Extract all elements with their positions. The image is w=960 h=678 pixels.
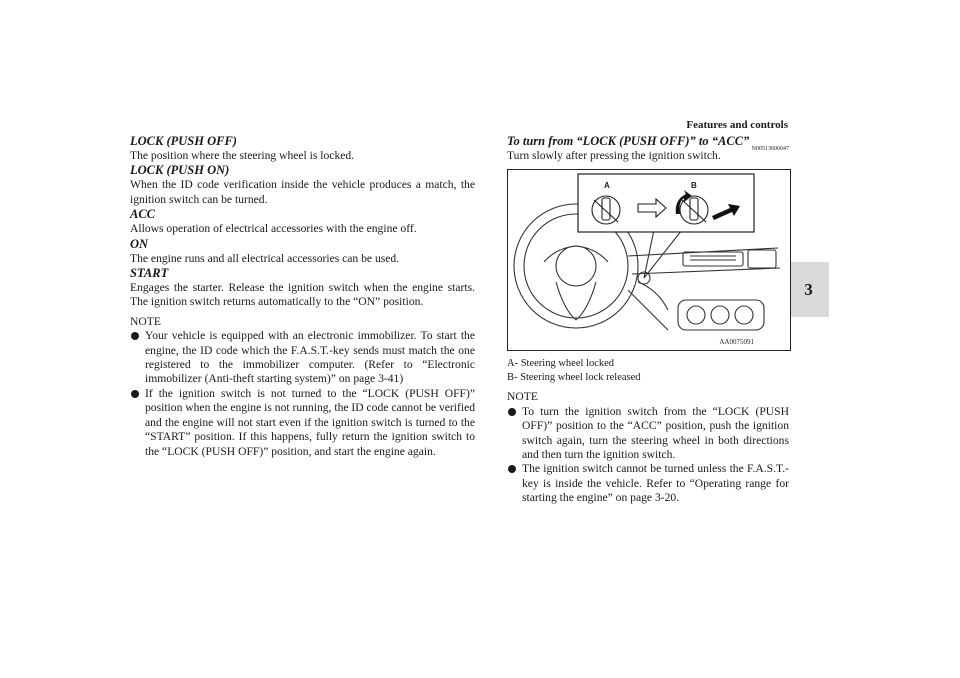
section-title: To turn from “LOCK (PUSH OFF)” to “ACC”: [507, 134, 750, 148]
term-acc: [130, 207, 475, 236]
ignition-illustration: [507, 169, 791, 351]
term-description: The position where the steering wheel is locked.: [130, 149, 355, 162]
note-item: [130, 329, 475, 387]
bullet-icon: [131, 390, 139, 398]
page-header-title: Features and controls: [686, 119, 788, 131]
term-on: [130, 237, 475, 266]
note-text: If the ignition switch is not turned to the “LOCK (PUSH OFF)” position when the engine is not running, the ID code cannot be verified and the engine will not start even if the ignition switch is turned to the “START” position. If this happens, fully return the ignition switch to the “LOCK (PUSH OFF)” position, and start the engine again.: [145, 386, 476, 458]
note-list: [507, 405, 789, 506]
term-lock-push-on: [130, 163, 475, 207]
note-list: [130, 329, 475, 459]
figure-code: AA0075091: [719, 338, 754, 347]
note-text: To turn the ignition switch from the “LOCK (PUSH OFF)” position to the “ACC” position, push the ignition switch again, turn the steering wheel in both directions and then turn the ignition switch.: [522, 404, 789, 462]
term-lock-push-off: [130, 134, 475, 163]
legend-text: Steering wheel locked: [520, 358, 615, 370]
section-intro: Turn slowly after pressing the ignition switch.: [507, 149, 721, 162]
term-heading: LOCK (PUSH ON): [130, 163, 230, 178]
label-b: B: [691, 181, 697, 191]
bullet-icon: [131, 332, 139, 340]
legend-item-a: [507, 357, 789, 371]
note-text: Your vehicle is equipped with an electronic immobilizer. To start the engine, the ID code which the F.A.S.T.-key sends must match the one registered to the immobilizer computer. (Refer to “Electronic immobilizer (Anti-theft starting system)” on page 3-41): [145, 329, 475, 386]
note-text: The ignition switch cannot be turned unless the F.A.S.T.-key is inside the vehicle. Refer to “Operating range for starting the engine” on page 3-20.: [522, 462, 789, 505]
label-a: A: [604, 181, 610, 191]
bullet-icon: [508, 408, 516, 416]
term-heading: ACC: [130, 207, 156, 222]
note-item: [130, 387, 475, 459]
term-description: Allows operation of electrical accessories with the engine off.: [130, 222, 417, 236]
figure-legend: [507, 357, 789, 385]
term-description: When the ID code verification inside the vehicle produces a match, the ignition switch can be turned.: [130, 178, 475, 206]
term-description: The engine runs and all electrical accessories can be used.: [130, 251, 400, 265]
right-column: [507, 134, 789, 506]
chapter-tab: 3: [788, 262, 829, 317]
section-heading: [507, 134, 789, 152]
note-item: [507, 405, 789, 463]
term-heading: START: [130, 266, 169, 281]
section-code: N00513600047: [751, 146, 789, 152]
term-description: Engages the starter. Release the ignition switch when the engine starts. The ignition switch returns automatically to the “ON” position.: [130, 281, 475, 309]
note-item: [507, 462, 789, 505]
legend-key: B-: [507, 372, 518, 384]
bullet-icon: [508, 465, 516, 473]
term-heading: LOCK (PUSH OFF): [130, 134, 237, 148]
term-start: [130, 266, 475, 310]
note-heading: NOTE: [130, 314, 161, 328]
legend-text: Steering wheel lock released: [520, 372, 641, 384]
legend-key: A-: [507, 358, 519, 370]
term-heading: ON: [130, 236, 149, 251]
left-column: [130, 134, 475, 459]
note-heading: NOTE: [507, 390, 538, 404]
legend-item-b: [507, 371, 789, 385]
steering-wheel-dashboard-drawing: [508, 170, 790, 350]
